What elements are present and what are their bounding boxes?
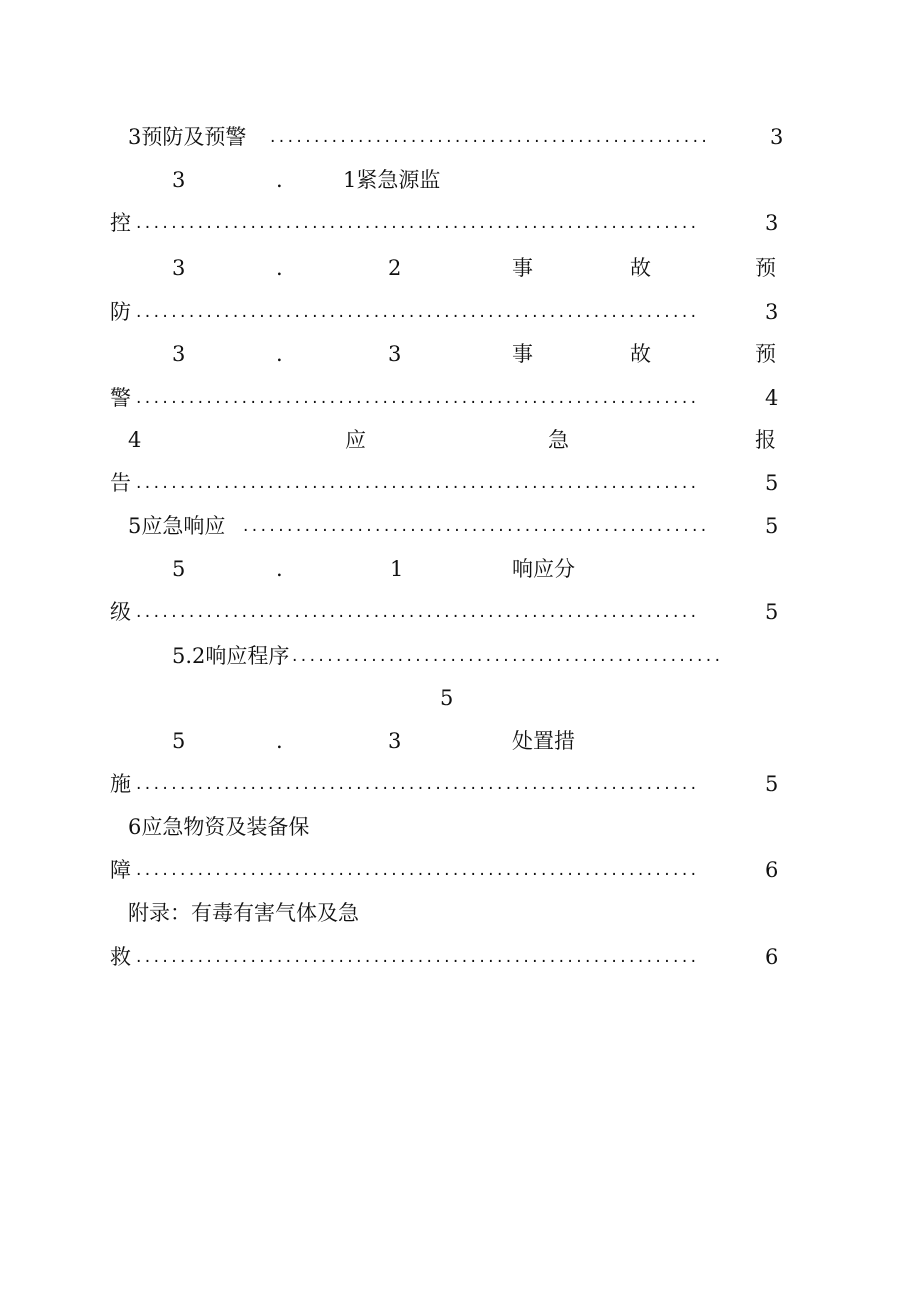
dot-leader: ................................................................ [136, 774, 700, 794]
toc-page-number: 5 [765, 772, 779, 796]
toc-number-dot: . [276, 557, 283, 581]
toc-entry-title-tail: 防 [110, 300, 131, 324]
toc-number-part: 5 [172, 557, 186, 581]
toc-number-part: 4 [128, 428, 142, 452]
toc-entry-title: 5应急响应 [128, 514, 226, 538]
toc-page-number: 6 [765, 945, 779, 969]
toc-page-number: 5 [440, 686, 454, 710]
toc-number-dot: . [276, 342, 283, 366]
dot-leader: ................................................................ [136, 947, 700, 967]
toc-page-number: 5 [765, 600, 779, 624]
toc-entry-title-tail: 救 [110, 945, 131, 969]
toc-entry-title: 附录：有毒有害气体及急 [128, 901, 359, 925]
toc-number-part: 3 [388, 729, 402, 753]
toc-entry-title-tail: 级 [110, 600, 131, 624]
toc-entry-title-tail: 施 [110, 772, 131, 796]
dot-leader: ................................................................ [136, 302, 700, 322]
toc-entry-title: 响应分 [512, 557, 575, 581]
toc-page-number: 5 [765, 514, 779, 538]
toc-number-part: 1 [390, 557, 404, 581]
toc-entry-title: 5.2响应程序 [172, 644, 290, 668]
toc-number-part: 3 [172, 342, 186, 366]
toc-number-dot: . [276, 168, 283, 192]
toc-number-part: 3 [172, 256, 186, 280]
toc-number-part: 3 [388, 342, 402, 366]
toc-title-char: 故 [630, 256, 651, 280]
toc-page-number: 3 [765, 300, 779, 324]
toc-entry-title: 处置措 [512, 729, 575, 753]
toc-entry-title: 6应急物资及装备保 [128, 815, 310, 839]
toc-title-char: 急 [548, 428, 569, 452]
toc-number-part: 5 [172, 729, 186, 753]
toc-entry-title: 1紧急源监 [343, 168, 441, 192]
toc-number-part: 2 [388, 256, 402, 280]
toc-number-dot: . [276, 256, 283, 280]
toc-title-char: 报 [755, 428, 776, 452]
dot-leader: ................................................................ [136, 388, 700, 408]
dot-leader: ................................................................ [136, 473, 700, 493]
toc-page-number: 5 [765, 471, 779, 495]
toc-entry-title: 3预防及预警 [128, 125, 247, 149]
dot-leader: ................................................................ [136, 860, 700, 880]
dot-leader: ................................................................ [136, 213, 700, 233]
dot-leader: .................................................. [270, 127, 711, 147]
toc-page-number: 3 [765, 211, 779, 235]
toc-title-char: 预 [755, 256, 776, 280]
toc-title-char: 事 [512, 342, 533, 366]
toc-title-char: 预 [755, 342, 776, 366]
toc-page-number: 4 [765, 386, 779, 410]
toc-title-char: 应 [345, 428, 366, 452]
toc-entry-title-tail: 警 [110, 386, 131, 410]
toc-page-number: 3 [770, 125, 784, 149]
toc-number-part: 3 [172, 168, 186, 192]
toc-entry-title-tail: 控 [110, 211, 131, 235]
dot-leader: ................................................. [292, 646, 724, 666]
toc-number-dot: . [276, 729, 283, 753]
toc-title-char: 故 [630, 342, 651, 366]
toc-page-number: 6 [765, 858, 779, 882]
dot-leader: ..................................................... [243, 516, 710, 536]
toc-title-char: 事 [512, 256, 533, 280]
toc-entry-title-tail: 告 [110, 471, 131, 495]
toc-entry-title-tail: 障 [110, 858, 131, 882]
dot-leader: ................................................................ [136, 602, 700, 622]
